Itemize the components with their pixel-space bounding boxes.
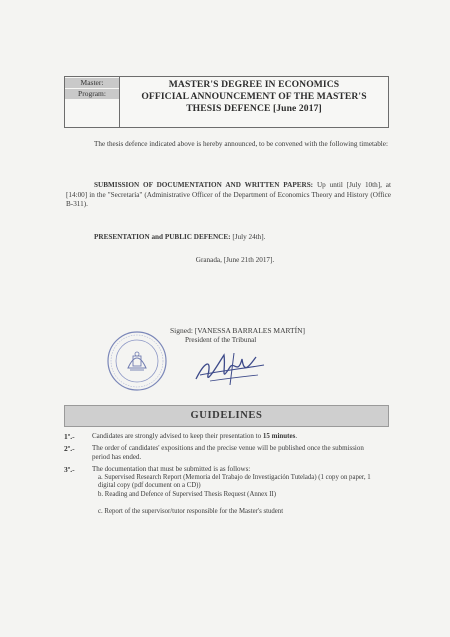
guideline-3-number: 3º.- [64, 465, 75, 474]
intro-paragraph: The thesis defence indicated above is hereby announced, to be convened with the following timetable: [94, 140, 388, 148]
guidelines-heading: GUIDELINES [64, 405, 389, 427]
handwritten-signature [190, 345, 270, 393]
guideline-2-text: The order of candidates' expositions and the precise venue will be published once the submission period has ended. [92, 444, 364, 461]
guideline-3-sub-b: b. Reading and Defence of Supervised Thesis Request (Annex II) [98, 491, 277, 498]
page-title [121, 79, 387, 115]
university-seal-icon [106, 330, 168, 392]
title-line-3: THESIS DEFENCE [June 2017] [186, 103, 322, 114]
guideline-1-post: . [295, 432, 298, 440]
title-line-1: MASTER'S DEGREE IN ECONOMICS [168, 79, 340, 90]
guideline-2-number: 2º.- [64, 444, 75, 453]
submission-text: Up until [July 10th], at [14:00] in the "Secretaría" (Administrative Officer of the Department of Economics Theory and History (Office B-311). [66, 181, 391, 208]
signed-line: Signed: [VANESSA BARRALES MARTÍN] [170, 326, 306, 335]
guideline-3-sub-c: c. Report of the supervisor/tutor responsible for the Master's student [98, 508, 284, 515]
dateline: Granada, [June 21th 2017]. [195, 256, 275, 264]
guideline-1-strong: 15 minutes [262, 432, 296, 440]
presentation-text: [July 24th]. [230, 233, 266, 241]
header-labels [65, 77, 120, 127]
guideline-3-sub-a: a. Supervised Research Report (Memoria del Trabajo de Investigación Tutelada) (1 copy on paper, 1 digital copy (pdf document on a CD)) [98, 474, 371, 490]
submission-lead: SUBMISSION OF DOCUMENTATION AND WRITTEN PAPERS: [94, 181, 314, 189]
guideline-1-pre: Candidates are strongly advised to keep their presentation to [92, 432, 263, 440]
title-line-2: OFFICIAL ANNOUNCEMENT OF THE MASTER'S [141, 91, 367, 102]
presentation-paragraph [94, 233, 394, 243]
guideline-3-text: The documentation that must be submitted is as follows: [92, 465, 251, 473]
master-label: Master: [65, 78, 119, 88]
president-role: President of the Tribunal [185, 336, 257, 344]
program-label: Program: [65, 89, 119, 99]
presentation-lead: PRESENTATION and PUBLIC DEFENCE: [94, 233, 231, 241]
guideline-1-text [92, 432, 392, 441]
submission-paragraph [66, 181, 391, 210]
header-box [64, 76, 389, 128]
guideline-1-number: 1º.- [64, 432, 75, 441]
